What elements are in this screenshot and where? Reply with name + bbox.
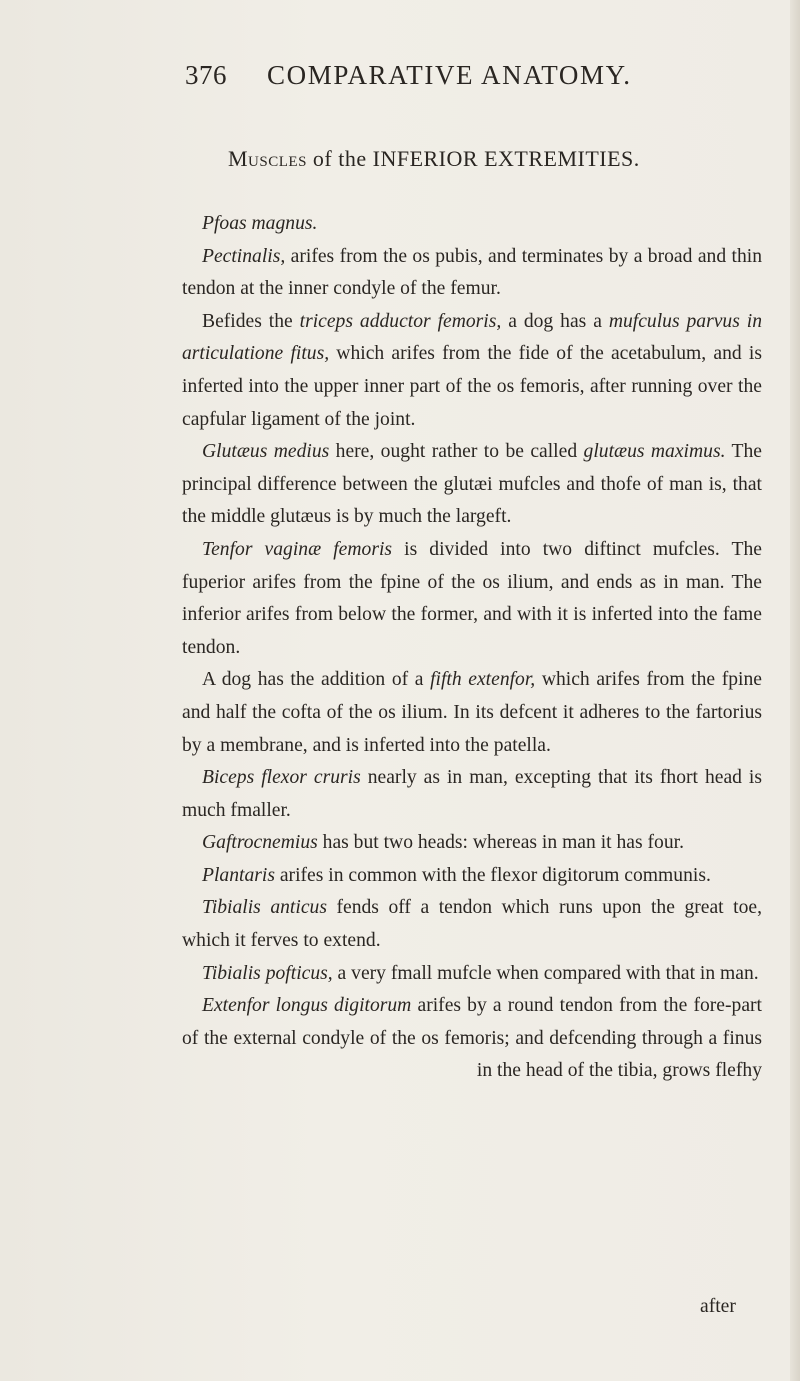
- paragraph-text: Befides the: [202, 310, 300, 332]
- paragraph-text: nearly as in man, excepting that its fhort head is much fmaller.: [182, 767, 762, 821]
- muscle-name: Glutæus medius: [202, 441, 330, 463]
- paragraph-tibialis-anticus: [182, 892, 762, 957]
- paragraph-text: The principal difference between the glutæi mufcles and thofe of man is, that the middle glutæus is by much the largeft.: [182, 441, 762, 528]
- paragraph-gastrocnemius: [182, 827, 762, 860]
- paragraph-text: arifes by a round tendon from the fore-part of the external condyle of the os femoris; and defcending through a finus in the head of the tibia, grows flefhy: [182, 995, 762, 1082]
- muscle-name: Plantaris: [202, 864, 275, 886]
- section-heading-smallcaps: Muscles: [228, 146, 307, 171]
- paragraph-triceps: [182, 306, 762, 436]
- paragraph-glutaeus: [182, 436, 762, 534]
- paragraph-text: which arifes from the fide of the acetabulum, and is inferted into the upper inner part of the os femoris, after running over the capfular ligament of the joint.: [182, 343, 762, 430]
- muscle-name: Tibialis pofticus,: [202, 962, 333, 984]
- muscle-name: Extenfor longus digitorum: [202, 995, 412, 1017]
- paragraph-text: A dog has the addition of a: [202, 669, 431, 691]
- section-heading-of: of the: [306, 146, 373, 171]
- page-edge: [790, 0, 800, 1381]
- running-title: COMPARATIVE ANATOMY.: [267, 60, 632, 90]
- muscle-name: mufculus parvus in articulatione fitus,: [182, 310, 763, 365]
- paragraph-fifth-extensor: [182, 664, 762, 762]
- paragraph-plantaris: [182, 860, 762, 893]
- muscle-name: fifth extenfor,: [430, 669, 536, 691]
- section-heading: [228, 146, 640, 172]
- muscle-name: Pfoas magnus.: [202, 213, 318, 234]
- body-text: [182, 208, 762, 1088]
- muscle-name: Pectinalis,: [202, 245, 286, 267]
- paragraph-text: arifes from the os pubis, and terminates by a broad and thin tendon at the inner condyle of the femur.: [182, 245, 762, 300]
- running-head: [185, 60, 705, 100]
- paragraph-text: a very fmall mufcle when compared with that in man.: [332, 962, 759, 984]
- paragraph-tibialis-posticus: [182, 958, 762, 991]
- paragraph-text: arifes in common with the flexor digitorum communis.: [274, 864, 711, 886]
- page-number: 376: [185, 60, 227, 90]
- muscle-name: Gaftrocnemius: [202, 832, 318, 854]
- paragraph-text: which arifes from the fpine and half the cofta of the os ilium. In its defcent it adheres to the fartorius by a membrane, and is inferted into the patella.: [182, 669, 762, 756]
- muscle-name: Biceps flexor cruris: [202, 767, 361, 789]
- muscle-name: Tibialis anticus: [202, 897, 327, 919]
- paragraph-tensor: [182, 534, 762, 664]
- muscle-name: glutæus maximus.: [583, 441, 726, 463]
- muscle-name: triceps adductor femoris,: [299, 310, 502, 332]
- paragraph-pectinalis: [182, 241, 762, 306]
- section-heading-caps: INFERIOR EXTREMITIES.: [372, 146, 640, 171]
- paragraph-text: fends off a tendon which runs upon the great toe, which it ferves to extend.: [182, 897, 762, 952]
- paragraph-text: is divided into two diftinct mufcles. The fuperior arifes from the fpine of the os ilium, and ends as in man. The inferior arifes from below the former, and with it is inferted into the fame tendon.: [182, 538, 763, 658]
- paragraph-text: a dog has a: [501, 310, 609, 332]
- paragraph-biceps: [182, 762, 762, 827]
- muscle-name: Tenfor vaginæ femoris: [202, 538, 393, 560]
- paragraph-extensor-longus: [182, 990, 762, 1088]
- paragraph-text: has but two heads: whereas in man it has four.: [317, 832, 684, 854]
- paragraph-text: here, ought rather to be called: [329, 441, 584, 463]
- catchword: after: [700, 1296, 736, 1317]
- paragraph-psoas: [182, 208, 762, 241]
